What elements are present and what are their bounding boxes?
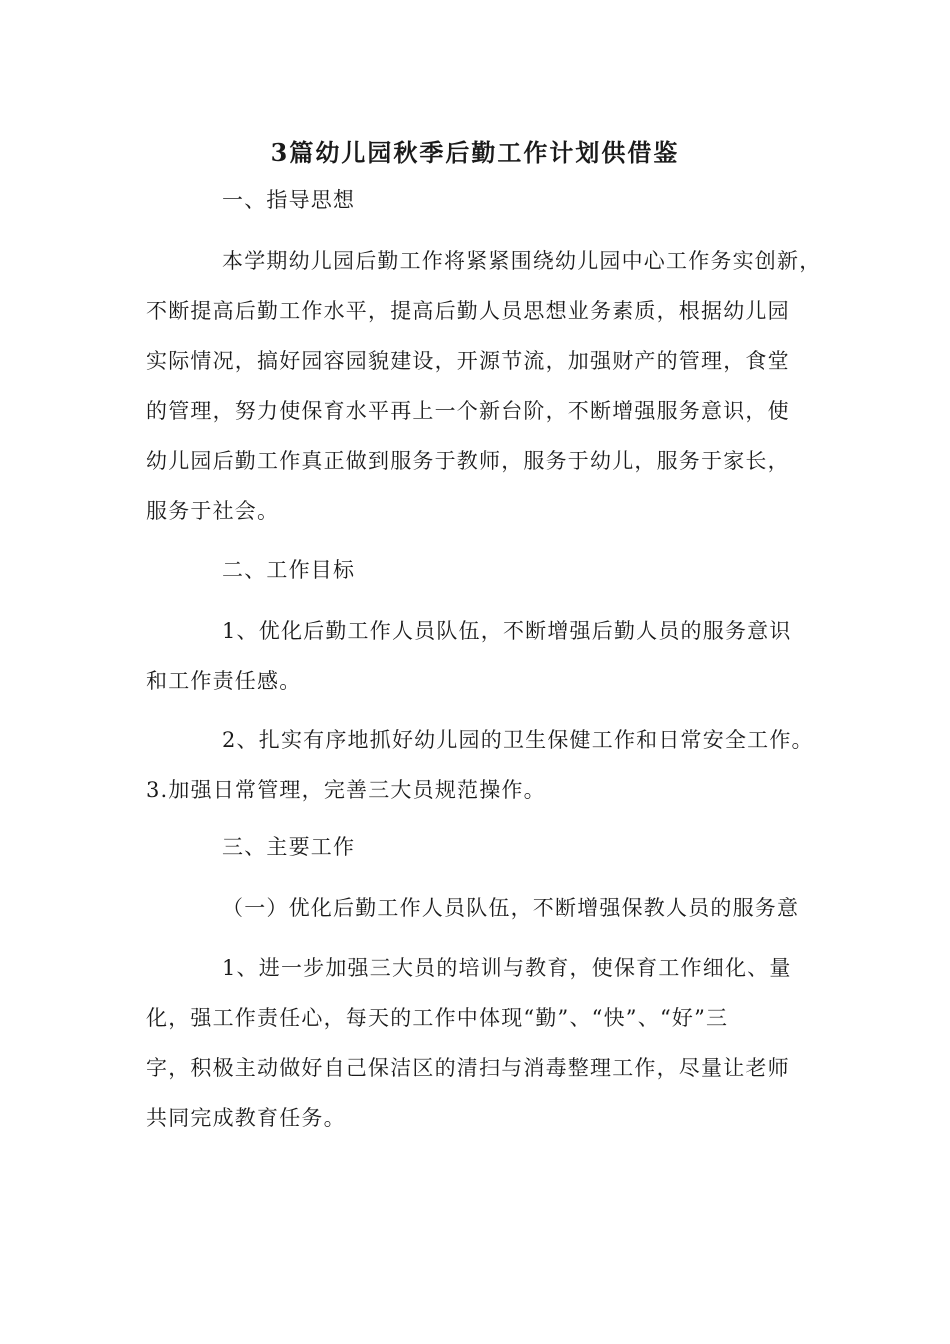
paragraph-line: 不断提高后勤工作水平，提高后勤人员思想业务素质，根据幼儿园 bbox=[146, 299, 790, 323]
paragraph-line: 字，积极主动做好自己保洁区的清扫与消毒整理工作，尽量让老师 bbox=[146, 1056, 790, 1080]
paragraph-line: 3.加强日常管理，完善三大员规范操作。 bbox=[146, 778, 546, 802]
section-heading-main-work: 三、主要工作 bbox=[222, 835, 356, 859]
paragraph-line: 共同完成教育任务。 bbox=[146, 1106, 346, 1130]
subsection-heading: （一）优化后勤工作人员队伍，不断增强保教人员的服务意 bbox=[222, 896, 800, 920]
paragraph-line: 1、进一步加强三大员的培训与教育，使保育工作细化、量 bbox=[222, 956, 792, 980]
paragraph-line: 和工作责任感。 bbox=[146, 669, 302, 693]
paragraph-line: 幼儿园后勤工作真正做到服务于教师，服务于幼儿，服务于家长， bbox=[146, 449, 790, 473]
paragraph-line: 本学期幼儿园后勤工作将紧紧围绕幼儿园中心工作务实创新， bbox=[222, 249, 822, 273]
paragraph-line: 1、优化后勤工作人员队伍，不断增强后勤人员的服务意识 bbox=[222, 619, 792, 643]
document-title: 3篇幼儿园秋季后勤工作计划供借鉴 bbox=[270, 138, 680, 167]
paragraph-line: 服务于社会。 bbox=[146, 499, 280, 523]
paragraph-line: 实际情况，搞好园容园貌建设，开源节流，加强财产的管理，食堂 bbox=[146, 349, 790, 373]
section-heading-guiding-ideology: 一、指导思想 bbox=[222, 188, 356, 212]
section-heading-work-goals: 二、工作目标 bbox=[222, 558, 356, 582]
paragraph-line: 的管理，努力使保育水平再上一个新台阶，不断增强服务意识，使 bbox=[146, 399, 790, 423]
paragraph-line: 化，强工作责任心，每天的工作中体现“勤”、“快”、“好”三 bbox=[146, 1006, 729, 1030]
paragraph-line: 2、扎实有序地抓好幼儿园的卫生保健工作和日常安全工作。 bbox=[222, 728, 814, 752]
